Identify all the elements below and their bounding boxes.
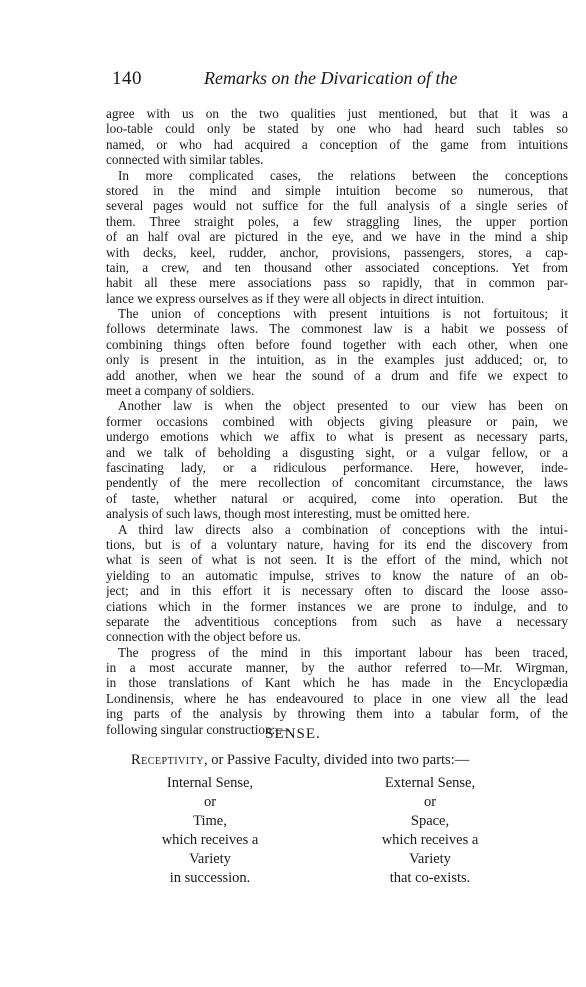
text-line: ciations which in the former instances we are prone to indulge, and to — [106, 598, 568, 614]
text-line: of taste, whether natural or acquired, come into operation. But the — [106, 490, 568, 506]
section-intro — [131, 752, 469, 769]
text-line: connected with similar tables. — [106, 152, 264, 168]
column-internal-sense — [120, 774, 300, 888]
text-line: following singular construction:— — [106, 721, 289, 737]
intro-term: Receptivity — [131, 752, 204, 768]
text-line: undergo emotions which we affix to what is present as necessary parts, — [106, 429, 568, 445]
text-line: several pages would not suffice for the full analysis of a single series of — [106, 198, 568, 214]
text-line: pendently of the mere recollection of concomitant circumstance, the laws — [106, 475, 568, 491]
text-line: tain, a crew, and ten thousand other associated conceptions. Yet from — [106, 259, 568, 275]
text-line: in a most accurate manner, by the author referred to—Mr. Wirgman, — [106, 660, 568, 676]
column-external-sense — [340, 774, 520, 888]
text-line: connection with the object before us. — [106, 629, 301, 645]
text-line: former occasions combined with objects giving pleasure or pain, we — [106, 413, 568, 429]
text-line: Another law is when the object presented to our view has been on — [118, 398, 568, 414]
text-line: fascinating lady, or a ridiculous performance. Here, however, inde- — [106, 459, 568, 475]
column-row: Internal Sense, — [166, 775, 254, 791]
text-line: combining things often before found together with each other, when one — [106, 336, 568, 352]
text-line: follows determinate laws. The commonest law is a habit we possess of — [106, 321, 568, 337]
text-line: them. Three straight poles, a few straggling lines, the upper portion — [106, 213, 568, 229]
intro-text: , or Passive Faculty, divided into two parts:— — [203, 752, 470, 768]
column-row: or — [423, 794, 437, 810]
text-line: add another, when we hear the sound of a drum and fife we expect to — [106, 367, 568, 383]
text-line: meet a company of soldiers. — [106, 383, 255, 399]
text-line: The union of conceptions with present intuitions is not fortuitous; it — [118, 306, 568, 322]
body-text — [106, 106, 568, 737]
page-header — [112, 68, 512, 92]
text-line: In more complicated cases, the relations between the conceptions — [118, 167, 568, 183]
text-line: Londinensis, where he has endeavoured to place in one view all the lead — [106, 690, 568, 706]
column-row: Time, — [193, 813, 227, 829]
column-row: Variety — [409, 851, 451, 867]
text-line: named, or who had acquired a conception of the game from intuitions — [106, 136, 568, 152]
text-line: analysis of such laws, though most interesting, must be omitted here. — [106, 506, 470, 522]
text-line: in those translations of Kant which he has made in the Encyclopædia — [106, 675, 568, 691]
text-line: only is present in the intuition, as in the examples just adduced; or, to — [106, 352, 568, 368]
column-row: which receives a — [381, 832, 479, 848]
text-line: and we talk of beholding a disgusting sight, or a vulgar fellow, or a — [106, 444, 568, 460]
running-head: Remarks on the Divarication of the — [204, 68, 458, 88]
text-line: lance we express ourselves as if they were all objects in direct intuition. — [106, 290, 485, 306]
text-line: The progress of the mind in this important labour has been traced, — [118, 644, 568, 660]
text-line: ing parts of the analysis by throwing them into a tabular form, of the — [106, 706, 568, 722]
text-line: habit all these mere associations pass so rapidly, that in common par- — [106, 275, 568, 291]
text-line: tions, but is of a voluntary nature, having for its end the discovery from — [106, 536, 568, 552]
text-line: agree with us on the two qualities just mentioned, but that it was a — [106, 106, 568, 121]
text-line: separate the adventitious conceptions from such as have a necessary — [106, 613, 568, 629]
text-line: ject; and in this effort it is necessary often to discard the loose asso- — [106, 583, 568, 599]
column-row: that co-exists. — [389, 870, 471, 886]
page-number: 140 — [112, 68, 142, 89]
column-row: External Sense, — [384, 775, 476, 791]
text-line: of an half oval are pictured in the eye, and we have in the mind a ship — [106, 229, 568, 245]
text-line: A third law directs also a combination of conceptions with the intui- — [118, 521, 568, 537]
text-line: yielding to an automatic impulse, strives to know the nature of an ob- — [106, 567, 568, 583]
text-line: loo-table could only be stated by one who had heard such tables so — [106, 121, 568, 137]
text-line: what is seen of what is not seen. It is the effort of the mind, which not — [106, 552, 568, 568]
text-line: stored in the mind and simple intuition become so numerous, that — [106, 182, 568, 198]
section-heading: SENSE. — [265, 726, 321, 742]
column-row: in succession. — [169, 870, 251, 886]
column-row: which receives a — [161, 832, 259, 848]
column-row: Variety — [189, 851, 231, 867]
column-row: or — [203, 794, 217, 810]
column-row: Space, — [410, 813, 450, 829]
text-line: with decks, keel, rudder, anchor, provisions, passengers, stores, a cap- — [106, 244, 568, 260]
